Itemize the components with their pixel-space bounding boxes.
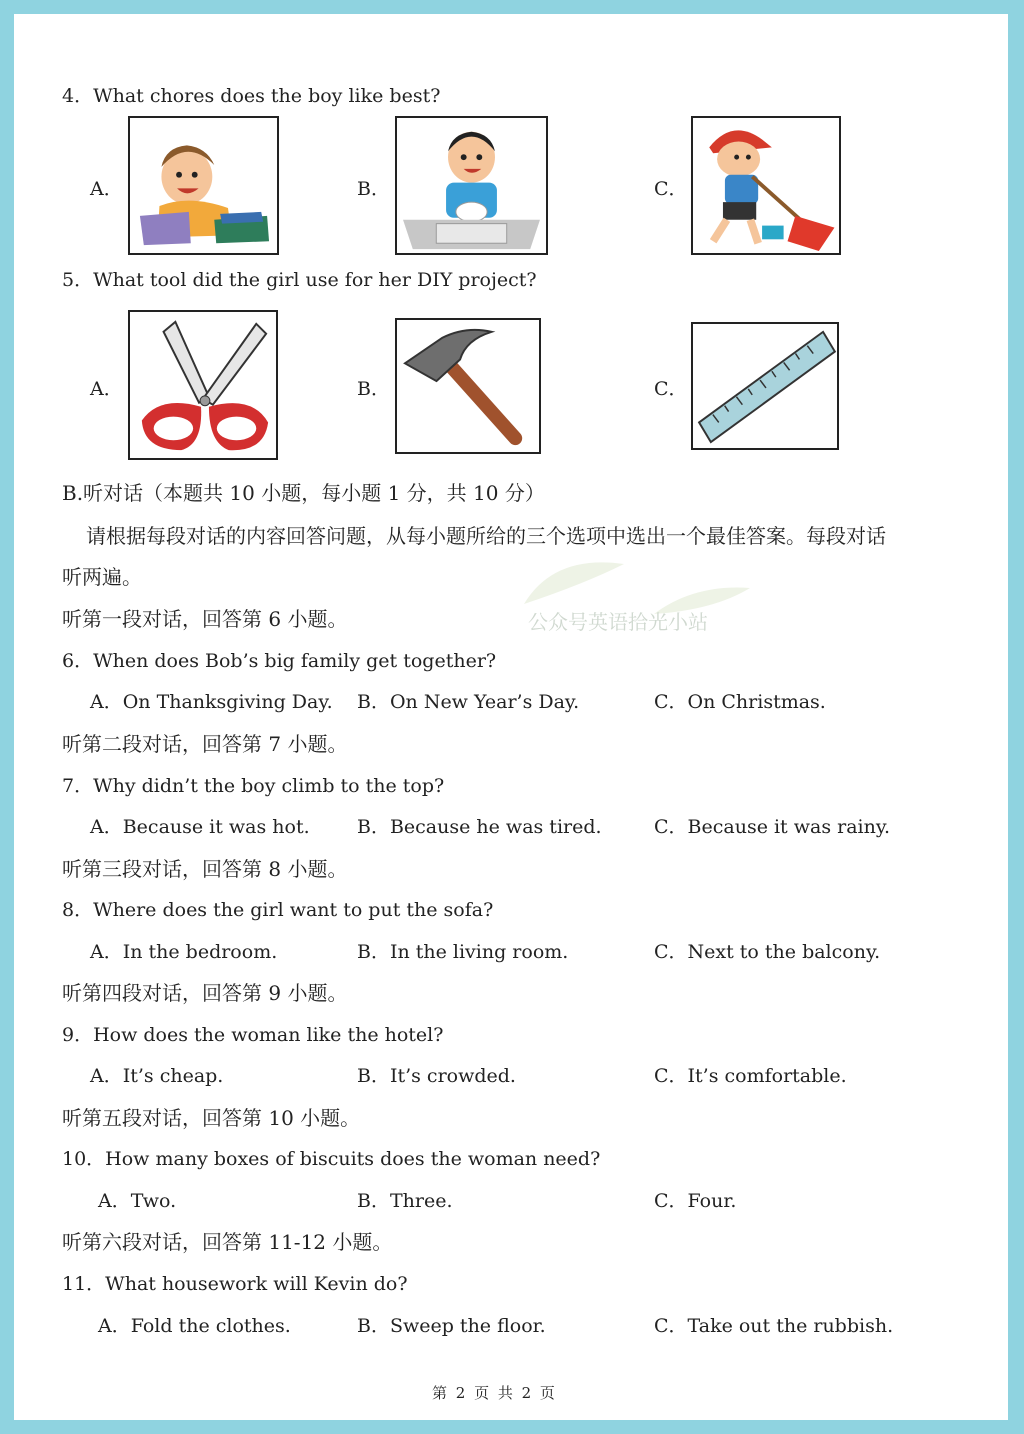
dialogue-intro-6: 听第六段对话，回答第 11-12 小题。 [62, 1230, 393, 1254]
q8-option-b[interactable]: B．In the living room. [357, 941, 569, 963]
question-8: 8．Where does the girl want to put the sofa? [62, 899, 494, 921]
q8-option-a[interactable]: A．In the bedroom. [90, 941, 278, 963]
question-5: 5．What tool did the girl use for her DIY project? [62, 269, 537, 291]
q9-option-c[interactable]: C．It’s comfortable. [654, 1065, 847, 1087]
question-6: 6．When does Bob’s big family get together? [62, 650, 497, 672]
q9-option-b[interactable]: B．It’s crowded. [357, 1065, 516, 1087]
q6-option-b[interactable]: B．On New Year’s Day. [357, 691, 580, 713]
ruler-icon[interactable] [691, 322, 839, 450]
q11-option-a[interactable]: A．Fold the clothes. [98, 1315, 291, 1337]
question-4: 4．What chores does the boy like best? [62, 85, 441, 107]
q5-option-a-letter: A． [90, 378, 123, 400]
section-b-instruction-line2: 听两遍。 [62, 565, 142, 589]
q10-option-b[interactable]: B．Three. [357, 1190, 453, 1212]
question-10: 10．How many boxes of biscuits does the woman need? [62, 1148, 601, 1170]
q7-option-a[interactable]: A．Because it was hot. [90, 816, 310, 838]
dialogue-intro-4: 听第四段对话，回答第 9 小题。 [62, 981, 348, 1005]
q5-option-c-letter: C． [654, 378, 688, 400]
q11-option-c[interactable]: C．Take out the rubbish. [654, 1315, 894, 1337]
dialogue-intro-5: 听第五段对话，回答第 10 小题。 [62, 1106, 361, 1130]
watermark-text: 公众号英语拾光小站 [528, 610, 708, 634]
q8-option-c[interactable]: C．Next to the balcony. [654, 941, 881, 963]
dialogue-intro-3: 听第三段对话，回答第 8 小题。 [62, 857, 348, 881]
folding-clothes-boy-icon[interactable] [128, 116, 279, 255]
q6-option-c[interactable]: C．On Christmas. [654, 691, 826, 713]
q11-option-b[interactable]: B．Sweep the floor. [357, 1315, 546, 1337]
dialogue-intro-2: 听第二段对话，回答第 7 小题。 [62, 732, 348, 756]
q7-option-c[interactable]: C．Because it was rainy. [654, 816, 891, 838]
hammer-icon[interactable] [395, 318, 541, 454]
q10-option-c[interactable]: C．Four. [654, 1190, 737, 1212]
q7-option-b[interactable]: B．Because he was tired. [357, 816, 602, 838]
q10-option-a[interactable]: A．Two. [98, 1190, 177, 1212]
section-b-instruction-line1: 请根据每段对话的内容回答问题，从每小题所给的三个选项中选出一个最佳答案。每段对话 [86, 524, 886, 548]
q5-option-b-letter: B． [357, 378, 390, 400]
dialogue-intro-1: 听第一段对话，回答第 6 小题。 [62, 607, 348, 631]
q9-option-a[interactable]: A．It’s cheap. [90, 1065, 224, 1087]
section-b-title: B.听对话（本题共 10 小题，每小题 1 分，共 10 分） [62, 481, 545, 505]
exam-page [14, 14, 1008, 1420]
page-footer: 第 2 页 共 2 页 [432, 1384, 557, 1402]
q4-option-a-letter: A． [90, 178, 123, 200]
question-7: 7．Why didn’t the boy climb to the top? [62, 775, 445, 797]
question-11: 11．What housework will Kevin do? [62, 1273, 408, 1295]
q4-option-b-letter: B． [357, 178, 390, 200]
q6-option-a[interactable]: A．On Thanksgiving Day. [90, 691, 333, 713]
raking-leaves-boy-icon[interactable] [691, 116, 841, 255]
question-9: 9．How does the woman like the hotel? [62, 1024, 444, 1046]
scissors-icon[interactable] [128, 310, 278, 460]
washing-dishes-boy-icon[interactable] [395, 116, 548, 255]
q4-option-c-letter: C． [654, 178, 688, 200]
